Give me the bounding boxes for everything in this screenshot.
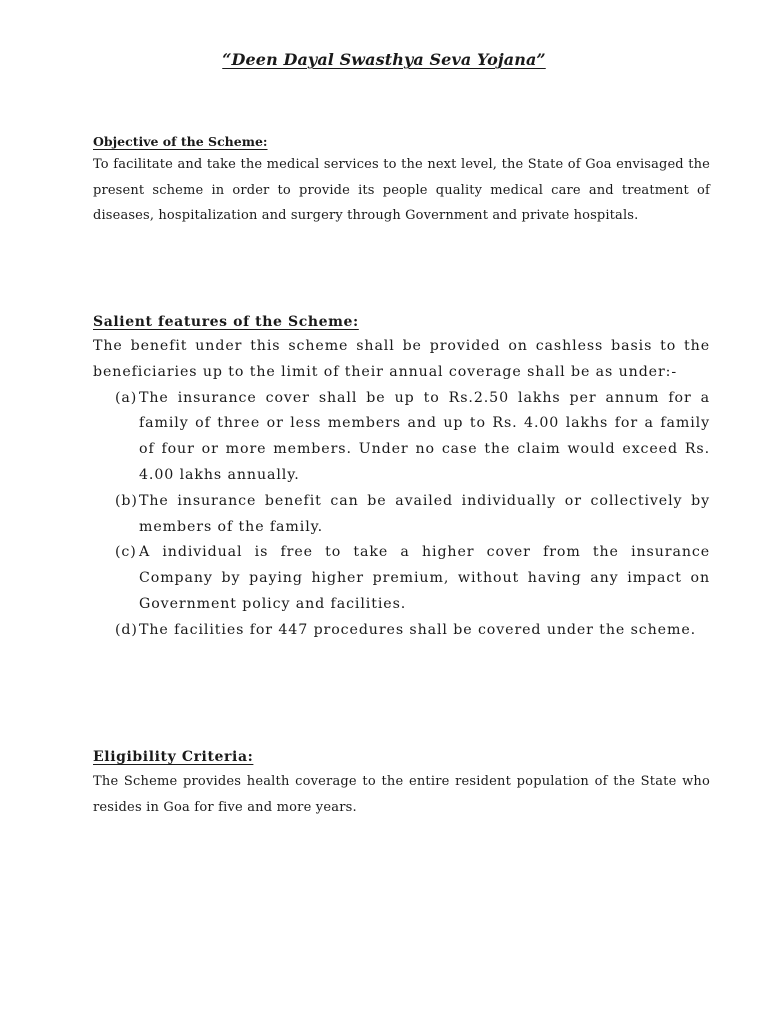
features-item-c <box>93 540 710 617</box>
features-item-d <box>93 618 710 644</box>
features-heading: Salient features of the Scheme: <box>93 314 359 330</box>
item-marker: (d) <box>115 621 138 638</box>
features-item-a <box>93 386 710 489</box>
objective-text: To facilitate and take the medical services to the next level, the State of Goa envisaged the present scheme in order to provide its people quality medical care and treatment of diseases, hospitalization and surgery through Government and private hospitals. <box>93 157 710 224</box>
objective-heading: Objective of the Scheme: <box>93 134 268 149</box>
features-item-b <box>93 489 710 541</box>
item-marker: (c) <box>115 544 137 561</box>
eligibility-text: The Scheme provides health coverage to the entire resident population of the State who resides in Goa for five and more years. <box>93 774 710 815</box>
eligibility-heading: Eligibility Criteria: <box>93 749 254 765</box>
item-text: The insurance benefit can be availed individually or collectively by members of the family. <box>139 492 710 535</box>
objective-section <box>93 132 710 229</box>
item-marker: (a) <box>115 389 138 406</box>
item-marker: (b) <box>115 492 138 509</box>
item-text: The facilities for 447 procedures shall be covered under the scheme. <box>139 621 697 638</box>
features-list <box>93 386 710 644</box>
item-text: The insurance cover shall be up to Rs.2.50 lakhs per annum for a family of three or less members and up to Rs. 4.00 lakhs for a family of four or more members. Under no case the claim would exceed Rs. 4.00 lakhs annually. <box>139 389 710 483</box>
features-section <box>93 310 710 644</box>
features-intro: The benefit under this scheme shall be provided on cashless basis to the beneficiaries up to the limit of their annual coverage shall be as under:- <box>93 338 710 380</box>
item-text: A individual is free to take a higher cover from the insurance Company by paying higher premium, without having any impact on Government policy and facilities. <box>139 544 710 612</box>
document-title: “Deen Dayal Swasthya Seva Yojana” <box>222 50 546 69</box>
eligibility-section <box>93 745 710 820</box>
